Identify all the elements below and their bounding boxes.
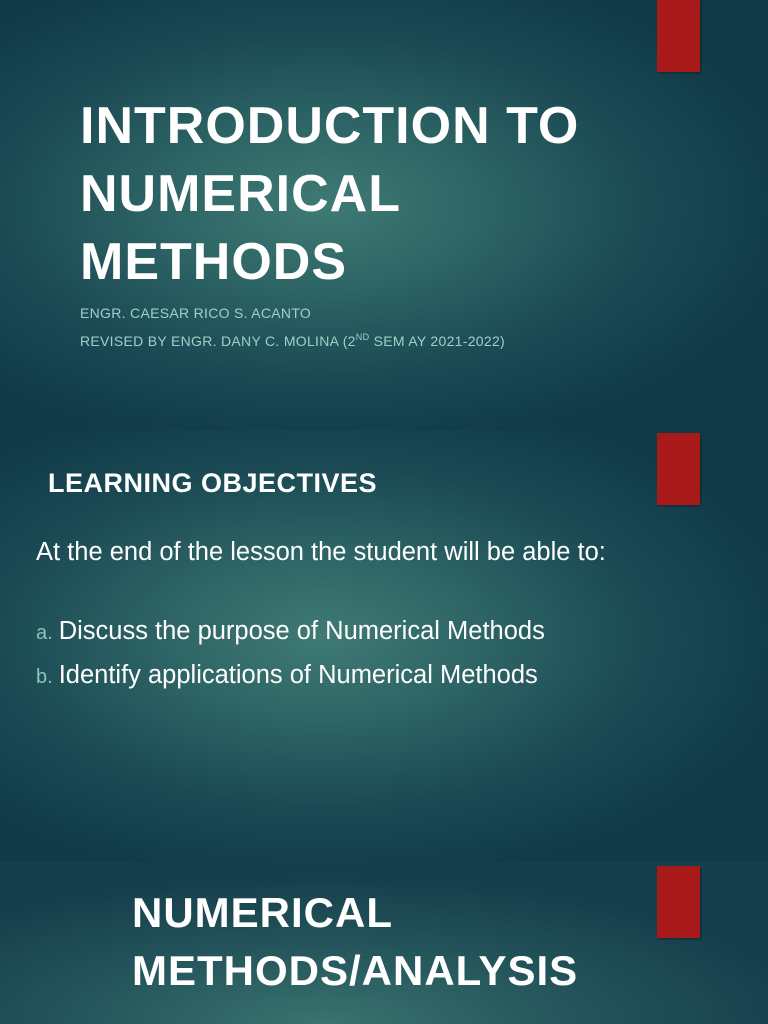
objectives-intro: At the end of the lesson the student will be able to:	[36, 538, 606, 566]
title-line-1: NUMERICAL	[132, 889, 393, 936]
title-line-2: METHODS/ANALYSIS	[132, 947, 579, 994]
objectives-slide	[0, 430, 768, 862]
revised-line-superscript: ND	[355, 332, 370, 342]
numerical-methods-slide	[0, 862, 768, 1024]
list-item	[36, 610, 545, 654]
objectives-heading: LEARNING OBJECTIVES	[48, 468, 378, 498]
list-item-text: Identify applications of Numerical Methods	[58, 661, 538, 689]
accent-bar	[657, 0, 700, 72]
list-item	[36, 654, 545, 698]
title-slide	[0, 0, 768, 430]
accent-bar	[657, 433, 700, 505]
list-item-text: Discuss the purpose of Numerical Methods	[58, 617, 545, 645]
accent-bar	[657, 866, 700, 938]
revised-by-line	[80, 332, 505, 349]
list-marker: a.	[36, 622, 53, 644]
slide-title: INTRODUCTION TO NUMERICAL METHODS	[80, 97, 580, 291]
author-line: ENGR. CAESAR RICO S. ACANTO	[80, 305, 312, 321]
objectives-list	[36, 610, 545, 698]
revised-line-prefix: REVISED BY ENGR. DANY C. MOLINA (2	[80, 333, 356, 349]
slide-title	[132, 884, 578, 1000]
list-marker: b.	[36, 666, 53, 688]
revised-line-suffix: SEM AY 2021-2022)	[369, 333, 506, 349]
